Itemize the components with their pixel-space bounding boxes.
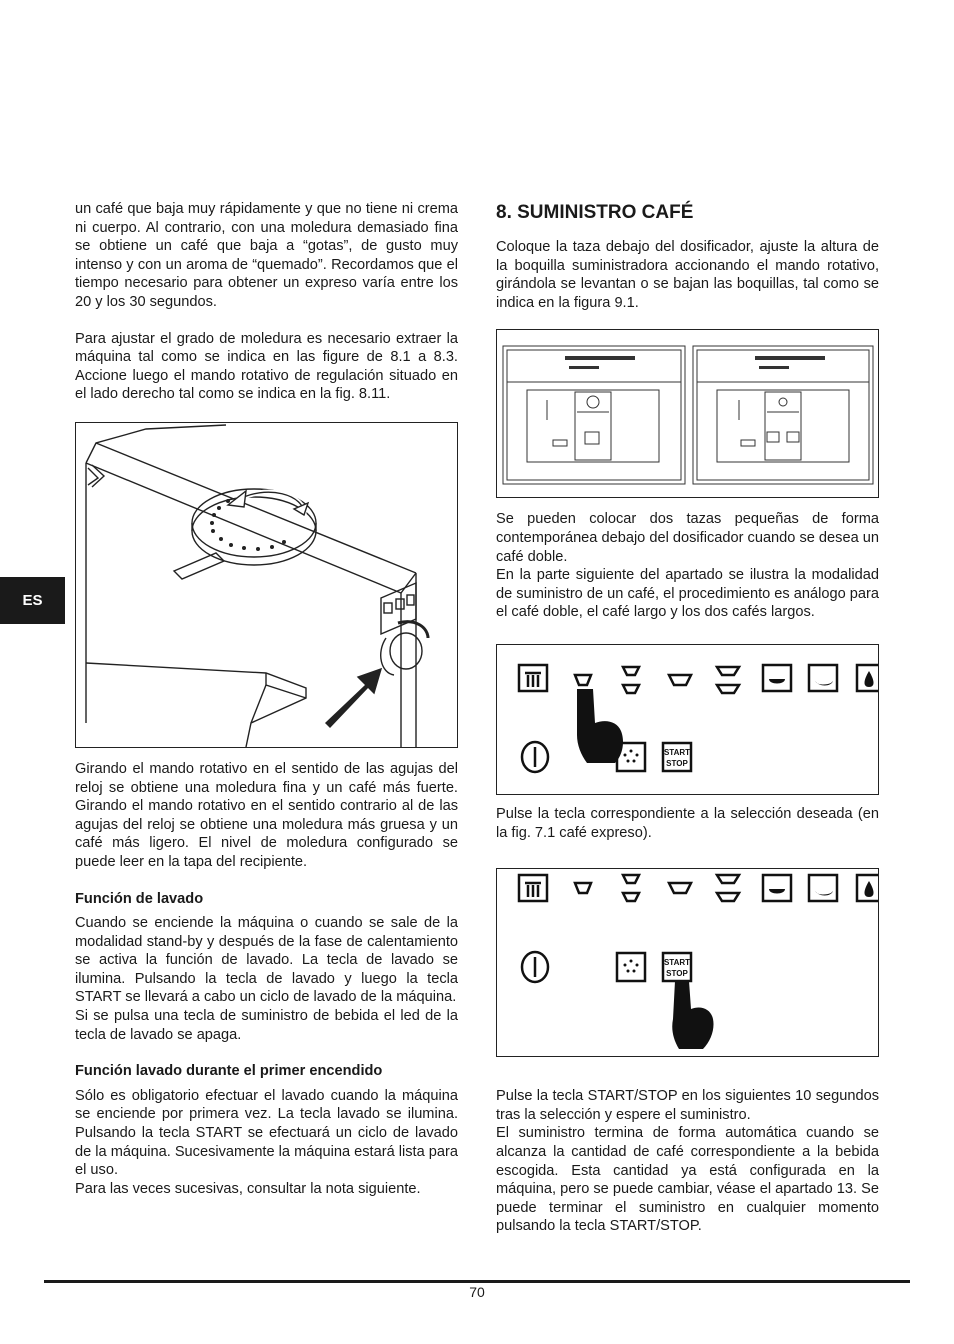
language-tab-label: ES xyxy=(22,592,43,609)
paragraph: Sólo es obligatorio efectuar el lavado cuando la máquina se enciende por primera vez. La tecla lavado se ilumina. Pulsando la tecla START se efectuará un ciclo de lavado de la máquina. Sucesivamente la máquina estará lista para el uso. xyxy=(75,1087,458,1179)
machine-fronts-figure xyxy=(496,329,879,498)
paragraph: Pulse la tecla correspondiente a la selección deseada (en la fig. 7.1 café expreso). xyxy=(496,805,879,841)
stop-label: STOP xyxy=(666,758,688,768)
subheading: Función lavado durante el primer encendido xyxy=(75,1063,383,1080)
control-panel-select-illustration xyxy=(497,645,878,794)
start-label: START xyxy=(663,747,691,757)
section-title: 8. SUMINISTRO CAFÉ xyxy=(496,202,694,223)
left-column xyxy=(75,200,458,1198)
paragraph: El suministro termina de forma automática cuando se alcanza la cantidad de café correspondiente a la bebida escogida. Esta cantidad ya está configurada en la máquina, pero se puede cambiar, véase el apartado 13. Se puede terminar el suministro en cualquier momento pulsando la tecla START/STOP. xyxy=(496,1125,879,1235)
footer-rule xyxy=(44,1280,910,1283)
stop-label: STOP xyxy=(666,969,688,979)
grinder-adjust-figure xyxy=(75,422,458,748)
grinder-illustration xyxy=(76,423,457,747)
paragraph: un café que baja muy rápidamente y que no tiene ni crema ni cuerpo. Al contrario, con una moledura demasiado fina se obtiene un café que baja a “gotas”, de gusto muy intenso y con un aroma de “quemado”. Recordamos que el tiempo necesario para obtener un expreso varía entre los 20 y los 30 segundos. xyxy=(75,201,458,310)
machine-fronts-illustration xyxy=(497,330,878,497)
control-panel-start-illustration xyxy=(497,869,878,1056)
paragraph: Si se pulsa una tecla de suministro de bebida el led de la tecla de lavado se apaga. xyxy=(75,1008,458,1043)
paragraph: Coloque la taza debajo del dosificador, ajuste la altura de la boquilla suministradora accionando el mando rotativo, girándola se levantan o se bajan las boquillas, tal como se indica en la figura 9.1. xyxy=(496,239,879,311)
control-panel-select-figure xyxy=(496,644,879,795)
paragraph: En la parte siguiente del apartado se ilustra la modalidad de suministro de un café, el procedimiento es análogo para el café doble, el café largo y los dos cafés largos. xyxy=(496,567,879,621)
paragraph: Girando el mando rotativo en el sentido de las agujas del reloj se obtiene una moledura fina y un café más fuerte. Girando el mando rotativo en el sentido contrario al de las agujas del reloj se obtiene una moledura más gruesa y un café más ligero. El nivel de moledura configurado se puede leer en la tapa del recipiente. xyxy=(75,760,458,870)
start-label: START xyxy=(663,958,691,968)
right-column xyxy=(496,200,879,1236)
subheading: Función de lavado xyxy=(75,890,204,907)
paragraph: Cuando se enciende la máquina o cuando se sale de la modalidad stand-by y después de la fase de calentamiento se activa la función de lavado. La tecla de lavado se ilumina. Pulsando la tecla de lavado y luego la tecla START se llevará a cabo un ciclo de lavado de la máquina. xyxy=(75,915,458,1006)
paragraph: Se pueden colocar dos tazas pequeñas de forma contemporánea debajo del dosificador cuando se desea un café doble. xyxy=(496,511,879,565)
paragraph: Pulse la tecla START/STOP en los siguientes 10 segundos tras la selección y espere el suministro. xyxy=(496,1088,879,1123)
language-tab xyxy=(0,577,65,624)
paragraph: Para las veces sucesivas, consultar la nota siguiente. xyxy=(75,1180,421,1197)
control-panel-start-figure xyxy=(496,868,879,1057)
paragraph: Para ajustar el grado de moledura es necesario extraer la máquina tal como se indica en las figure de 8.1 a 8.3. Accione luego el mando rotativo de regulación situado en el lado derecho tal como se indica en la fig. 8.11. xyxy=(75,330,458,403)
page-number: 70 xyxy=(469,1284,485,1300)
